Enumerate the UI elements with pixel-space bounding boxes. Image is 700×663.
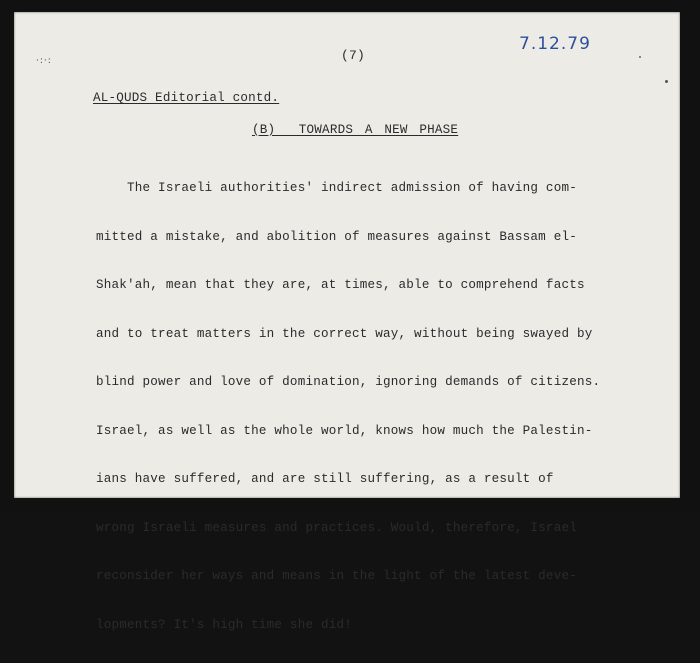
page-number: (7) (341, 48, 366, 63)
body-line: reconsider her ways and means in the light of the latest deve- (96, 569, 577, 583)
body-line: The Israeli authorities' indirect admission of having com- (96, 181, 577, 195)
typed-page (14, 12, 680, 632)
body-line: wrong Israeli measures and practices. Would, therefore, Israel (96, 520, 577, 535)
body-line: and to treat matters in the correct way, without being swayed by (96, 326, 593, 341)
handwritten-date: 7.12.79 (519, 34, 591, 54)
body-line: lopments? It's high time she did! (96, 617, 352, 632)
body-paragraph (96, 150, 656, 663)
body-line: mitted a mistake, and abolition of measures against Bassam el- (96, 229, 577, 244)
document-heading: AL-QUDS Editorial contd. (93, 91, 280, 105)
body-line: ians have suffered, and are still suffering, as a result of (96, 472, 554, 486)
body-line: Israel, as well as the whole world, knows how much the Palestin- (96, 423, 593, 438)
ink-specks: ·:·: (36, 56, 52, 66)
paper-mark (665, 80, 668, 83)
section-subheading: (B) TOWARDS A NEW PHASE (252, 123, 459, 137)
body-line: Shak'ah, mean that they are, at times, able to comprehend facts (96, 278, 585, 292)
body-line: blind power and love of domination, ignoring demands of citizens. (96, 375, 601, 389)
paper-mark (639, 56, 641, 58)
